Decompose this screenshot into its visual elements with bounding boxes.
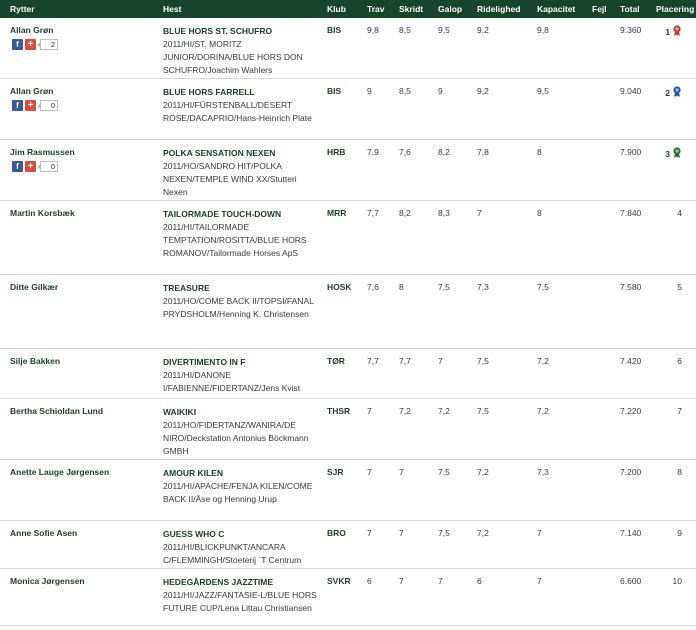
total-score: 7.420 [620, 356, 642, 366]
horse-cell [163, 208, 321, 260]
table-row [0, 521, 696, 569]
horse-name[interactable]: POLKA SENSATION NEXEN [163, 148, 276, 158]
club-score: BRO [327, 528, 346, 538]
placement-number: 7 [677, 406, 682, 416]
facebook-icon[interactable]: f [12, 161, 23, 172]
horse-pedigree: 2011/HI/JAZZ/FANTASIE-L/BLUE HORS FUTURE CUP/Lena Littau Christiansen [163, 590, 317, 613]
horse-name[interactable]: TREASURE [163, 283, 210, 293]
kapacitet-score: 7,5 [537, 282, 549, 292]
table-row [0, 201, 696, 275]
trav-score: 6 [367, 576, 372, 586]
facebook-icon[interactable]: f [12, 39, 23, 50]
ridelighed-score: 7,5 [477, 406, 489, 416]
skridt-score: 7,2 [399, 406, 411, 416]
kapacitet-score: 8 [537, 147, 542, 157]
rider-name[interactable]: Anne Sofie Asen [10, 528, 78, 538]
share-buttons [12, 38, 58, 50]
club-score: THSR [327, 406, 351, 416]
horse-pedigree: 2011/HO/COME BACK II/TOPSI/FANAL PRYDSHOLM/Henning K. Christensen [163, 296, 314, 319]
skridt-score: 7 [399, 576, 404, 586]
horse-pedigree: 2011/HO/FIDERTANZ/WANIRA/DE NIRO/Deckstation Antonius Böckmann GMBH [163, 420, 309, 456]
galop-score: 7,5 [438, 467, 450, 477]
google-plus-icon[interactable]: + [25, 39, 36, 50]
skridt-score: 7,7 [399, 356, 411, 366]
share-count: 0 [40, 100, 58, 111]
trav-score: 7,9 [367, 147, 379, 157]
trav-score: 7,7 [367, 208, 379, 218]
club-score: MRR [327, 208, 347, 218]
header-rider[interactable]: Rytter [10, 4, 35, 14]
club-score: HRB [327, 147, 346, 157]
table-body [0, 18, 696, 626]
placement-number: 3 [665, 148, 670, 159]
rider-name[interactable]: Allan Grøn [10, 25, 54, 35]
kapacitet-score: 7 [537, 576, 542, 586]
horse-pedigree: 2011/HI/BLICKPUNKT/ANCARA C/FLEMMINGH/Stoeterij `T Centrum [163, 542, 302, 565]
table-row [0, 140, 696, 201]
header-horse[interactable]: Hest [163, 4, 182, 14]
horse-name[interactable]: WAIKIKI [163, 407, 197, 417]
rosette-blue-icon [672, 86, 682, 99]
club-score: BIS [327, 25, 342, 35]
ridelighed-score: 7,2 [477, 467, 489, 477]
ridelighed-score: 7,3 [477, 282, 489, 292]
trav-score: 7 [367, 528, 372, 538]
header-galop[interactable]: Galop [438, 4, 463, 14]
horse-pedigree: 2011/HI/FÜRSTENBALL/DESERT ROSE/DACAPRIO/Hans-Heinrich Plate [163, 100, 312, 123]
rider-name[interactable]: Silje Bakken [10, 356, 61, 366]
galop-score: 7,5 [438, 528, 450, 538]
placement-number: 4 [677, 208, 682, 218]
galop-score: 7 [438, 576, 443, 586]
ridelighed-score: 6 [477, 576, 482, 586]
horse-pedigree: 2011/HI/TAILORMADE TEMPTATION/ROSITTA/BLUE HORS ROMANOV/Tailormade Horses ApS [163, 222, 307, 258]
placement [665, 86, 682, 99]
share-count: 2 [40, 39, 58, 50]
placement-number: 9 [677, 528, 682, 538]
club-score: SJR [327, 467, 344, 477]
share-buttons [12, 160, 58, 172]
ridelighed-score: 7,5 [477, 356, 489, 366]
kapacitet-score: 7,2 [537, 356, 549, 366]
ridelighed-score: 7 [477, 208, 482, 218]
galop-score: 7,2 [438, 406, 450, 416]
horse-cell [163, 356, 321, 395]
horse-name[interactable]: TAILORMADE TOUCH-DOWN [163, 209, 282, 219]
rider-name[interactable]: Bertha Schioldan Lund [10, 406, 104, 416]
total-score: 7.220 [620, 406, 642, 416]
skridt-score: 7,6 [399, 147, 411, 157]
placement [677, 528, 682, 538]
rider-name[interactable]: Anette Lauge Jørgensen [10, 467, 110, 477]
placement [677, 208, 682, 218]
share-count: 0 [40, 161, 58, 172]
trav-score: 7 [367, 406, 372, 416]
placement [677, 356, 682, 366]
kapacitet-score: 7 [537, 528, 542, 538]
horse-cell [163, 25, 321, 77]
rider-name[interactable]: Ditte Gilkær [10, 282, 59, 292]
header-total[interactable]: Total [620, 4, 640, 14]
placement [677, 406, 682, 416]
horse-name[interactable]: HEDEGÅRDENS JAZZTIME [163, 577, 274, 587]
table-row [0, 349, 696, 399]
header-fejl[interactable]: Fejl [592, 4, 607, 14]
horse-cell [163, 147, 321, 199]
galop-score: 7 [438, 356, 443, 366]
horse-cell [163, 406, 321, 458]
rider-name[interactable]: Allan Grøn [10, 86, 54, 96]
horse-pedigree: 2011/HO/SANDRO HIT/POLKA NEXEN/TEMPLE WIND XX/Stutteri Nexen [163, 161, 297, 197]
table-row [0, 18, 696, 79]
trav-score: 7,6 [367, 282, 379, 292]
rosette-red-icon [672, 25, 682, 38]
ridelighed-score: 9,2 [477, 25, 489, 35]
total-score: 6.600 [620, 576, 642, 586]
total-score: 7.580 [620, 282, 642, 292]
header-placering[interactable]: Placering [656, 4, 695, 14]
trav-score: 9,8 [367, 25, 379, 35]
table-row [0, 79, 696, 140]
google-plus-icon[interactable]: + [25, 161, 36, 172]
horse-name[interactable]: BLUE HORS FARRELL [163, 87, 255, 97]
total-score: 7.840 [620, 208, 642, 218]
table-row [0, 399, 696, 460]
trav-score: 7 [367, 467, 372, 477]
header-club[interactable]: Klub [327, 4, 346, 14]
kapacitet-score: 7,3 [537, 467, 549, 477]
trav-score: 9 [367, 86, 372, 96]
placement-number: 1 [665, 26, 670, 37]
ridelighed-score: 7,8 [477, 147, 489, 157]
placement [677, 467, 682, 477]
horse-cell [163, 576, 321, 615]
placement-number: 5 [677, 282, 682, 292]
trav-score: 7,7 [367, 356, 379, 366]
club-score: SVKR [327, 576, 351, 586]
galop-score: 8,3 [438, 208, 450, 218]
table-header [0, 0, 696, 18]
horse-name[interactable]: GUESS WHO C [163, 529, 225, 539]
club-score: BIS [327, 86, 342, 96]
club-score: HOSK [327, 282, 352, 292]
horse-name[interactable]: AMOUR KILEN [163, 468, 223, 478]
rider-name[interactable]: Martin Korsbæk [10, 208, 75, 218]
header-kapacitet[interactable]: Kapacitet [537, 4, 576, 14]
galop-score: 9,5 [438, 25, 450, 35]
horse-pedigree: 2011/HI/ST. MORITZ JUNIOR/DORINA/BLUE HORS DON SCHUFRO/Joachim Wahlers [163, 39, 303, 75]
placement [665, 25, 682, 38]
kapacitet-score: 9,8 [537, 25, 549, 35]
skridt-score: 7 [399, 467, 404, 477]
skridt-score: 8,5 [399, 86, 411, 96]
header-ridelighed[interactable]: Ridelighed [477, 4, 521, 14]
galop-score: 8,2 [438, 147, 450, 157]
facebook-icon[interactable]: f [12, 100, 23, 111]
google-plus-icon[interactable]: + [25, 100, 36, 111]
horse-pedigree: 2011/HI/DANONE I/FABIENNE/FIDERTANZ/Jens Kvist [163, 370, 301, 393]
total-score: 7.200 [620, 467, 642, 477]
rider-name[interactable]: Jim Rasmussen [10, 147, 75, 157]
total-score: 7.900 [620, 147, 642, 157]
total-score: 9.040 [620, 86, 642, 96]
rosette-green-icon [672, 147, 682, 160]
club-score: TØR [327, 356, 345, 366]
ridelighed-score: 7,2 [477, 528, 489, 538]
rider-name[interactable]: Monica Jørgensen [10, 576, 85, 586]
total-score: 7.140 [620, 528, 642, 538]
placement-number: 2 [665, 87, 670, 98]
share-buttons [12, 99, 58, 111]
kapacitet-score: 7,2 [537, 406, 549, 416]
kapacitet-score: 9,5 [537, 86, 549, 96]
placement-number: 6 [677, 356, 682, 366]
header-skridt[interactable]: Skridt [399, 4, 424, 14]
galop-score: 7,5 [438, 282, 450, 292]
horse-cell [163, 282, 321, 321]
horse-cell [163, 86, 321, 125]
total-score: 9.360 [620, 25, 642, 35]
placement-number: 10 [672, 576, 682, 586]
skridt-score: 8 [399, 282, 404, 292]
table-row [0, 275, 696, 349]
placement [665, 147, 682, 160]
table-row [0, 569, 696, 626]
horse-pedigree: 2011/HI/APACHE/FENJA KILEN/COME BACK II/Åse og Henning Urup [163, 481, 313, 504]
horse-name[interactable]: DIVERTIMENTO IN F [163, 357, 246, 367]
horse-name[interactable]: BLUE HORS ST. SCHUFRO [163, 26, 273, 36]
horse-cell [163, 467, 321, 506]
galop-score: 9 [438, 86, 443, 96]
horse-cell [163, 528, 321, 567]
placement-number: 8 [677, 467, 682, 477]
placement [677, 282, 682, 292]
header-trav[interactable]: Trav [367, 4, 385, 14]
placement [673, 576, 682, 586]
table-row [0, 460, 696, 521]
skridt-score: 8,5 [399, 25, 411, 35]
kapacitet-score: 8 [537, 208, 542, 218]
skridt-score: 7 [399, 528, 404, 538]
ridelighed-score: 9,2 [477, 86, 489, 96]
skridt-score: 8,2 [399, 208, 411, 218]
